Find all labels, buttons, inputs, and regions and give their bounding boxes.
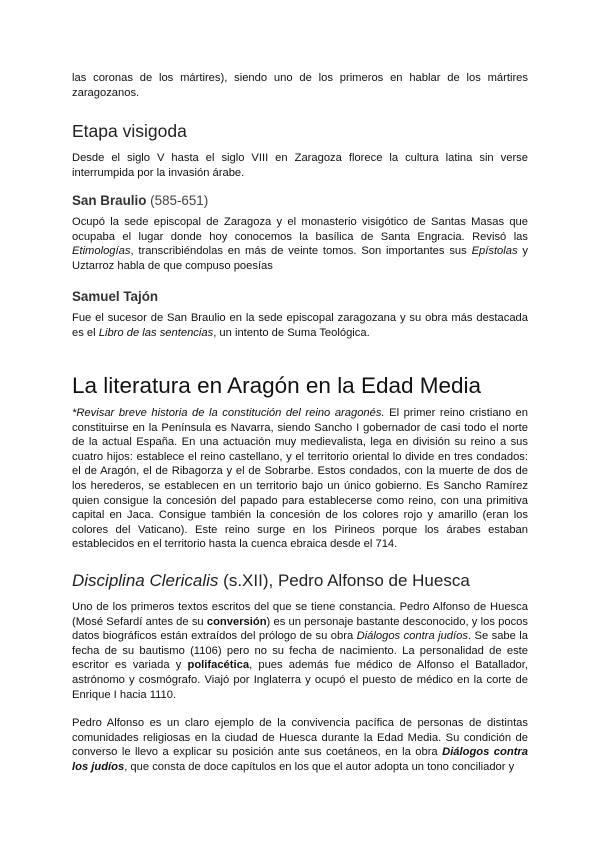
epistolas-title: Epístolas bbox=[471, 245, 518, 258]
section-samuel-tajon bbox=[72, 288, 528, 340]
edad-media-text: *Revisar breve historia de la constitución del reino aragonés. El primer reino cristiano en constituirse en la Península es Navarra, siendo Sancho I gobernador de casi todo el norte de la actual España. En una actuación muy medievalista, lega en división su reino a sus cuatro hijos: establece el reino castellano, y el territorio oriental lo divide en tres condados: el de Aragón, el de Ribagorza y el de Sobrarbe. Estos condados, con la muerte de dos de los herederos, se establecen en un territorio bajo un único gobierno. Es Sancho Ramírez quien consigue la concesión del papado para establecerse como reino, con una primitiva capital en Jaca. Consigue también la concesión de los colores rojo y amarillo (eran los colores del Vaticano). Este reino surge en los Pirineos porque los árabes estaban establecidos en el territorio hasta la cuenca ebraica desde el 714. bbox=[72, 407, 528, 551]
san-braulio-name: San Braulio bbox=[72, 193, 147, 208]
etapa-visigoda-text: Desde el siglo V hasta el siglo VIII en Zaragoza florece la cultura latina sin verse interrumpida por la invasión árabe. bbox=[72, 152, 528, 179]
intro-paragraph bbox=[72, 71, 528, 100]
heading-san-braulio bbox=[72, 192, 528, 210]
section-san-braulio bbox=[72, 192, 528, 273]
section-disciplina-clericalis bbox=[72, 570, 528, 775]
intro-text: las coronas de los mártires), siendo uno de los primeros en hablar de los mártires zaragozanos. bbox=[72, 72, 528, 99]
heading-disciplina-clericalis: Disciplina Clericalis (s.XII), Pedro Alfonso de Huesca bbox=[72, 571, 470, 590]
heading-samuel-tajon: Samuel Tajón bbox=[72, 289, 159, 304]
san-braulio-dates: (585-651) bbox=[150, 193, 209, 208]
dialogos-title: Diálogos contra judíos bbox=[356, 630, 468, 643]
section-edad-media bbox=[72, 372, 528, 552]
san-braulio-text: Ocupó la sede episcopal de Zaragoza y el monasterio visigótico de Santas Masas que ocupaba el lugar donde hoy conocemos la basílica de Santa Engracia. Revisó las Etimologías, transcribiéndolas en más de veinte tomos. Son importantes sus Epístolas y Uztarroz habla de que compuso poesías bbox=[72, 216, 529, 272]
etimologias-title: Etimologías bbox=[72, 245, 131, 258]
samuel-tajon-text: Fue el sucesor de San Braulio en la sede episcopal zaragozana y su obra más destacada es el Libro de las sentencias, un intento de Suma Teológica. bbox=[72, 312, 528, 339]
section-etapa-visigoda bbox=[72, 120, 528, 180]
libro-sentencias-title: Libro de las sentencias bbox=[98, 326, 214, 339]
dialogos-contra-judios-title: Diálogos contra los judíos bbox=[72, 746, 528, 773]
disciplina-paragraph-1: Uno de los primeros textos escritos del que se tiene constancia. Pedro Alfonso de Huesca (Mosé Sefardí antes de su conversión) es un personaje bastante desconocido, y los pocos datos biográficos están extraídos del prólogo de su obra Diálogos contra judíos. Se sabe la fecha de su bautismo (1106) pero no su fecha de nacimiento. La personalidad de este escritor es variada y polifacética, pues además fue médico de Alfonso el Batallador, astrónomo y cosmógrafo. Viajó por Inglaterra y ocupó el puesto de médico en la corte de Enrique I hacia 1110. bbox=[72, 601, 528, 701]
disciplina-paragraph-2: Pedro Alfonso es un claro ejemplo de la convivencia pacífica de personas de distintas comunidades religiosas en la ciudad de Huesca durante la Edad Media. Su condición de converso le llevo a explicar su posición ante sus coetáneos, en la obra Diálogos contra los judíos, que consta de doce capítulos en los que el autor adopta un tono conciliador y bbox=[72, 717, 528, 773]
edad-media-note: *Revisar breve historia de la constitución del reino aragonés. bbox=[72, 407, 385, 419]
heading-edad-media: La literatura en Aragón en la Edad Media bbox=[72, 373, 482, 398]
heading-etapa-visigoda: Etapa visigoda bbox=[72, 121, 187, 141]
